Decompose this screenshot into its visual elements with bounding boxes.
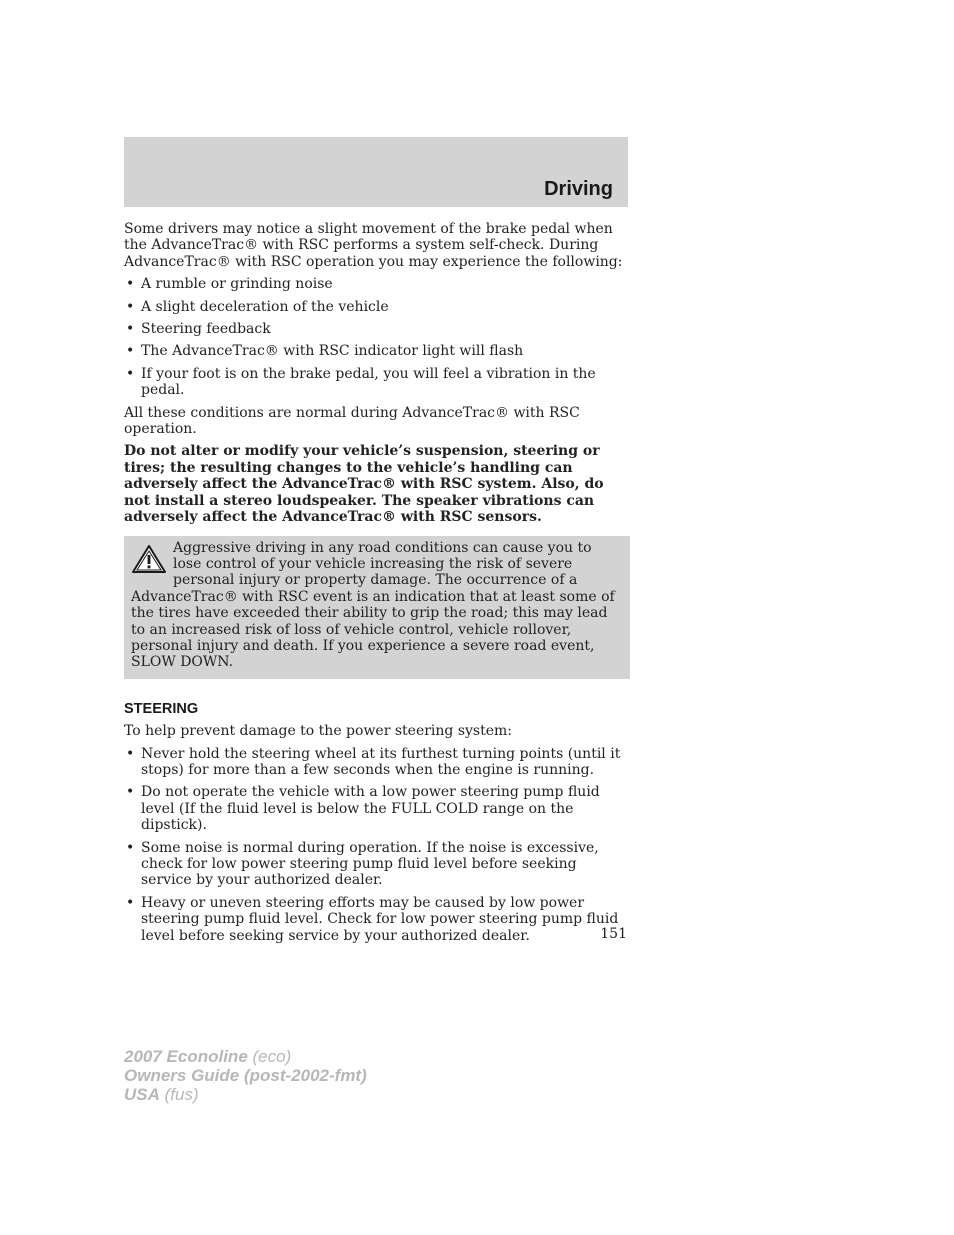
bullet-icon: • <box>126 321 135 338</box>
footer-line-3: USA (fus) <box>124 1085 199 1104</box>
list-item: • A rumble or grinding noise <box>126 276 333 293</box>
list-item: • If your foot is on the brake pedal, you will feel a vibration in the pedal. <box>126 365 596 399</box>
bullet-icon: • <box>126 276 135 293</box>
page-number: 151 <box>600 926 627 942</box>
steering-intro: To help prevent damage to the power steering system: <box>124 723 513 740</box>
list-item: • Some noise is normal during operation. If the noise is excessive, check for low power steering pump fluid level before seeking service by your authorized dealer. <box>126 839 599 889</box>
bullet-icon: • <box>126 745 135 762</box>
list-item: • Steering feedback <box>126 321 271 338</box>
warning-text: Aggressive driving in any road conditions can cause you to lose control of your vehicle increasing the risk of severe personal injury or property damage. The occurrence of a AdvanceTrac® with RSC event is an indication that at least some of the tires have exceeded their ability to grip the road; this may lead to an increased risk of loss of vehicle control, vehicle rollover, personal injury and death. If you experience a severe road event, SLOW DOWN. <box>131 539 615 671</box>
page-content <box>124 221 630 950</box>
normal-conditions-note: All these conditions are normal during AdvanceTrac® with RSC operation. <box>124 404 580 438</box>
steering-list <box>124 746 630 944</box>
caution-paragraph: Do not alter or modify your vehicle’s suspension, steering or tires; the resulting changes to the vehicle’s handling can adversely affect the AdvanceTrac® with RSC system. Also, do not install a stereo loudspeaker. The speaker vibrations can adversely affect the AdvanceTrac® with RSC sensors. <box>124 443 604 526</box>
footer-line-1: 2007 Econoline (eco) <box>124 1047 292 1066</box>
list-item: • A slight deceleration of the vehicle <box>126 298 389 315</box>
list-item: • Never hold the steering wheel at its furthest turning points (until it stops) for more than a few seconds when the engine is running. <box>126 745 621 778</box>
warning-triangle-icon <box>131 544 167 574</box>
intro-paragraph: Some drivers may notice a slight movement of the brake pedal when the AdvanceTrac® with RSC performs a system self-check. During AdvanceTrac® with RSC operation you may experience the following: <box>124 221 623 270</box>
symptom-list <box>124 276 630 398</box>
bullet-icon: • <box>126 365 135 382</box>
list-item: • Do not operate the vehicle with a low power steering pump fluid level (If the fluid level is below the FULL COLD range on the dipstick). <box>126 784 600 834</box>
bullet-icon: • <box>126 839 135 856</box>
steering-heading: STEERING <box>124 700 199 717</box>
bullet-icon: • <box>126 343 135 360</box>
warning-box <box>124 536 630 679</box>
list-item: • Heavy or uneven steering efforts may be caused by low power steering pump fluid level. Check for low power steering pump fluid level before seeking service by your authorized dealer. <box>126 894 619 944</box>
section-header-band <box>124 137 628 207</box>
section-title: Driving <box>544 178 613 200</box>
bullet-icon: • <box>126 298 135 315</box>
footer-line-2: Owners Guide (post-2002-fmt) <box>124 1066 367 1085</box>
list-item: • The AdvanceTrac® with RSC indicator light will flash <box>126 343 524 360</box>
bullet-icon: • <box>126 894 135 911</box>
document-footer <box>124 1047 367 1104</box>
bullet-icon: • <box>126 784 135 801</box>
